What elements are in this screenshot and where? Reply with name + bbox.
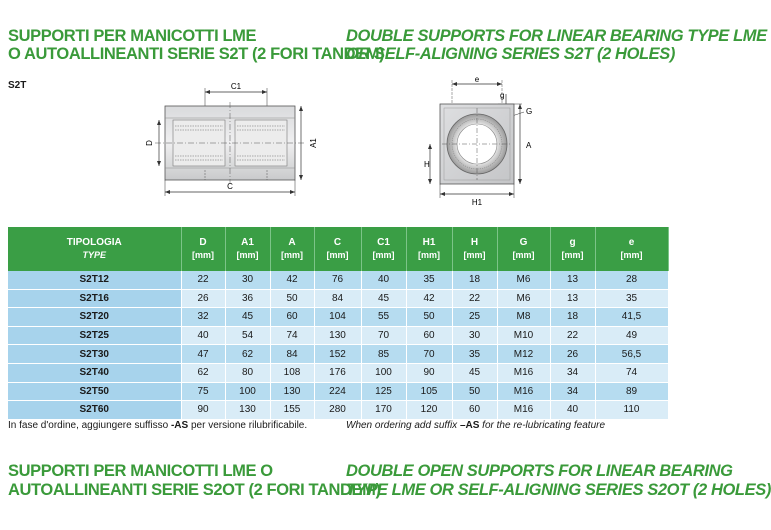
value-cell: 26 — [181, 289, 225, 308]
value-cell: 90 — [406, 363, 452, 382]
series-label: S2T — [8, 80, 27, 91]
value-cell: 60 — [452, 401, 497, 420]
value-cell: 100 — [225, 382, 270, 401]
column-header-name: A — [288, 237, 296, 248]
value-cell: M16 — [497, 363, 550, 382]
value-cell: 100 — [361, 363, 406, 382]
value-cell: 74 — [595, 363, 668, 382]
value-cell: 34 — [550, 363, 595, 382]
value-cell: 110 — [595, 401, 668, 420]
value-cell: 85 — [361, 345, 406, 364]
dim-c-label: C — [227, 182, 233, 191]
heading-en-bottom-line1: DOUBLE OPEN SUPPORTS FOR LINEAR BEARING — [346, 462, 733, 480]
value-cell: 170 — [361, 401, 406, 420]
value-cell: 32 — [181, 308, 225, 327]
dim-g-upper-label: G — [526, 107, 533, 116]
column-header — [361, 227, 406, 271]
heading-it-bottom-line2: AUTOALLINEANTI SERIE S2OT (2 FORI TANDEM) — [8, 481, 381, 499]
dim-e-label: e — [474, 75, 480, 84]
value-cell: 62 — [225, 345, 270, 364]
value-cell: 30 — [452, 326, 497, 345]
column-header-name: H1 — [422, 237, 436, 248]
heading-en-bottom-line2: TYPE LME OR SELF-ALIGNING SERIES S2OT (2 HOLES) — [346, 481, 771, 499]
heading-it-top-line1: SUPPORTI PER MANICOTTI LME — [8, 27, 257, 45]
type-code-cell: S2T50 — [8, 382, 181, 401]
value-cell: M6 — [497, 271, 550, 289]
column-header — [225, 227, 270, 271]
value-cell: 105 — [406, 382, 452, 401]
value-cell: 41,5 — [595, 308, 668, 327]
type-code-cell: S2T12 — [8, 271, 181, 289]
column-header-name: A1 — [241, 237, 254, 248]
value-cell: 35 — [406, 271, 452, 289]
table-row — [8, 382, 668, 401]
front-view-drawing — [422, 74, 542, 210]
value-cell: 13 — [550, 289, 595, 308]
value-cell: 120 — [406, 401, 452, 420]
value-cell: 125 — [361, 382, 406, 401]
column-header-unit: [mm] — [372, 250, 395, 260]
column-header-unit: [mm] — [418, 250, 440, 260]
value-cell: 18 — [550, 308, 595, 327]
column-header — [497, 227, 550, 271]
column-header — [8, 227, 181, 271]
heading-en-top-line2: OR SELF-ALIGNING SERIES S2T (2 HOLES) — [346, 45, 675, 63]
value-cell: 26 — [550, 345, 595, 364]
value-cell: 108 — [270, 363, 314, 382]
column-header-unit: [mm] — [561, 250, 584, 260]
table-header-row — [8, 227, 668, 271]
value-cell: 28 — [595, 271, 668, 289]
value-cell: 50 — [406, 308, 452, 327]
value-cell: M16 — [497, 382, 550, 401]
value-cell: 13 — [550, 271, 595, 289]
value-cell: M16 — [497, 401, 550, 420]
column-header — [595, 227, 668, 271]
value-cell: 80 — [225, 363, 270, 382]
value-cell: 84 — [270, 345, 314, 364]
value-cell: 50 — [270, 289, 314, 308]
column-header-name: TIPOLOGIA — [66, 237, 122, 248]
column-header-unit: TYPE — [82, 250, 106, 260]
column-header-name: g — [569, 237, 576, 248]
value-cell: 90 — [181, 401, 225, 420]
value-cell: M10 — [497, 326, 550, 345]
dim-h-label: H — [424, 160, 430, 169]
value-cell: 280 — [314, 401, 361, 420]
column-header-unit: [mm] — [192, 250, 214, 260]
table-row — [8, 289, 668, 308]
dim-a1-label: A1 — [309, 138, 318, 148]
value-cell: 35 — [452, 345, 497, 364]
note-it-before: In fase d'ordine, aggiungere suffisso — [8, 420, 171, 431]
dim-d-label: D — [145, 140, 154, 146]
dim-a-label: A — [526, 141, 532, 150]
value-cell: 89 — [595, 382, 668, 401]
value-cell: 35 — [595, 289, 668, 308]
value-cell: 55 — [361, 308, 406, 327]
table-row — [8, 401, 668, 420]
column-header-unit: [mm] — [326, 250, 349, 260]
column-header-unit: [mm] — [512, 250, 535, 260]
value-cell: M6 — [497, 289, 550, 308]
column-header-unit: [mm] — [281, 250, 303, 260]
note-en-before: When ordering add suffix — [346, 420, 460, 431]
value-cell: 49 — [595, 326, 668, 345]
value-cell: 60 — [270, 308, 314, 327]
table-row — [8, 326, 668, 345]
column-header — [406, 227, 452, 271]
dim-c1-label: C1 — [230, 82, 242, 91]
note-en-after: for the re-lubricating feature — [479, 420, 606, 431]
type-code-cell: S2T20 — [8, 308, 181, 327]
note-italian — [8, 420, 333, 432]
note-english — [346, 420, 656, 432]
type-code-cell: S2T30 — [8, 345, 181, 364]
type-code-cell: S2T25 — [8, 326, 181, 345]
value-cell: 104 — [314, 308, 361, 327]
column-header-unit: [mm] — [620, 250, 643, 260]
value-cell: 30 — [225, 271, 270, 289]
column-header — [452, 227, 497, 271]
column-header-name: e — [628, 237, 635, 248]
value-cell: 47 — [181, 345, 225, 364]
value-cell: 56,5 — [595, 345, 668, 364]
value-cell: 70 — [406, 345, 452, 364]
column-header-name: C1 — [377, 237, 390, 248]
value-cell: 176 — [314, 363, 361, 382]
column-header — [181, 227, 225, 271]
value-cell: 130 — [270, 382, 314, 401]
column-header — [550, 227, 595, 271]
value-cell: 40 — [550, 401, 595, 420]
value-cell: 74 — [270, 326, 314, 345]
type-code-cell: S2T40 — [8, 363, 181, 382]
value-cell: 130 — [225, 401, 270, 420]
value-cell: 40 — [361, 271, 406, 289]
note-it-suffix: -AS — [170, 420, 189, 431]
table-row — [8, 271, 668, 289]
column-header-name: G — [519, 237, 528, 248]
value-cell: 22 — [550, 326, 595, 345]
value-cell: 45 — [225, 308, 270, 327]
value-cell: 130 — [314, 326, 361, 345]
column-header-unit: [mm] — [236, 250, 259, 260]
type-code-cell: S2T60 — [8, 401, 181, 420]
value-cell: 60 — [406, 326, 452, 345]
value-cell: 84 — [314, 289, 361, 308]
side-view-drawing — [135, 80, 325, 208]
value-cell: 70 — [361, 326, 406, 345]
note-it-after: per versione rilubrificabile. — [188, 420, 308, 431]
dim-g-label: g — [500, 91, 505, 100]
value-cell: 75 — [181, 382, 225, 401]
value-cell: 76 — [314, 271, 361, 289]
value-cell: 18 — [452, 271, 497, 289]
value-cell: 50 — [452, 382, 497, 401]
column-header — [314, 227, 361, 271]
column-header — [270, 227, 314, 271]
value-cell: 22 — [452, 289, 497, 308]
value-cell: M12 — [497, 345, 550, 364]
spec-table — [8, 227, 669, 420]
value-cell: M8 — [497, 308, 550, 327]
type-code-cell: S2T16 — [8, 289, 181, 308]
value-cell: 42 — [406, 289, 452, 308]
column-header-unit: [mm] — [463, 250, 486, 260]
value-cell: 22 — [181, 271, 225, 289]
value-cell: 25 — [452, 308, 497, 327]
value-cell: 40 — [181, 326, 225, 345]
value-cell: 62 — [181, 363, 225, 382]
value-cell: 155 — [270, 401, 314, 420]
column-header-name: D — [199, 237, 207, 248]
value-cell: 54 — [225, 326, 270, 345]
value-cell: 45 — [361, 289, 406, 308]
value-cell: 34 — [550, 382, 595, 401]
note-en-suffix: –AS — [459, 420, 480, 431]
column-header-name: C — [333, 237, 342, 248]
table-row — [8, 363, 668, 382]
dim-h1-label: H1 — [471, 198, 483, 207]
value-cell: 42 — [270, 271, 314, 289]
column-header-name: H — [470, 237, 479, 248]
table-row — [8, 308, 668, 327]
table-row — [8, 345, 668, 364]
value-cell: 36 — [225, 289, 270, 308]
heading-it-bottom-line1: SUPPORTI PER MANICOTTI LME O — [8, 462, 273, 480]
heading-en-top-line1: DOUBLE SUPPORTS FOR LINEAR BEARING TYPE LME — [346, 27, 767, 45]
value-cell: 224 — [314, 382, 361, 401]
heading-it-top-line2: O AUTOALLINEANTI SERIE S2T (2 FORI TANDEM) — [8, 45, 385, 63]
value-cell: 45 — [452, 363, 497, 382]
value-cell: 152 — [314, 345, 361, 364]
